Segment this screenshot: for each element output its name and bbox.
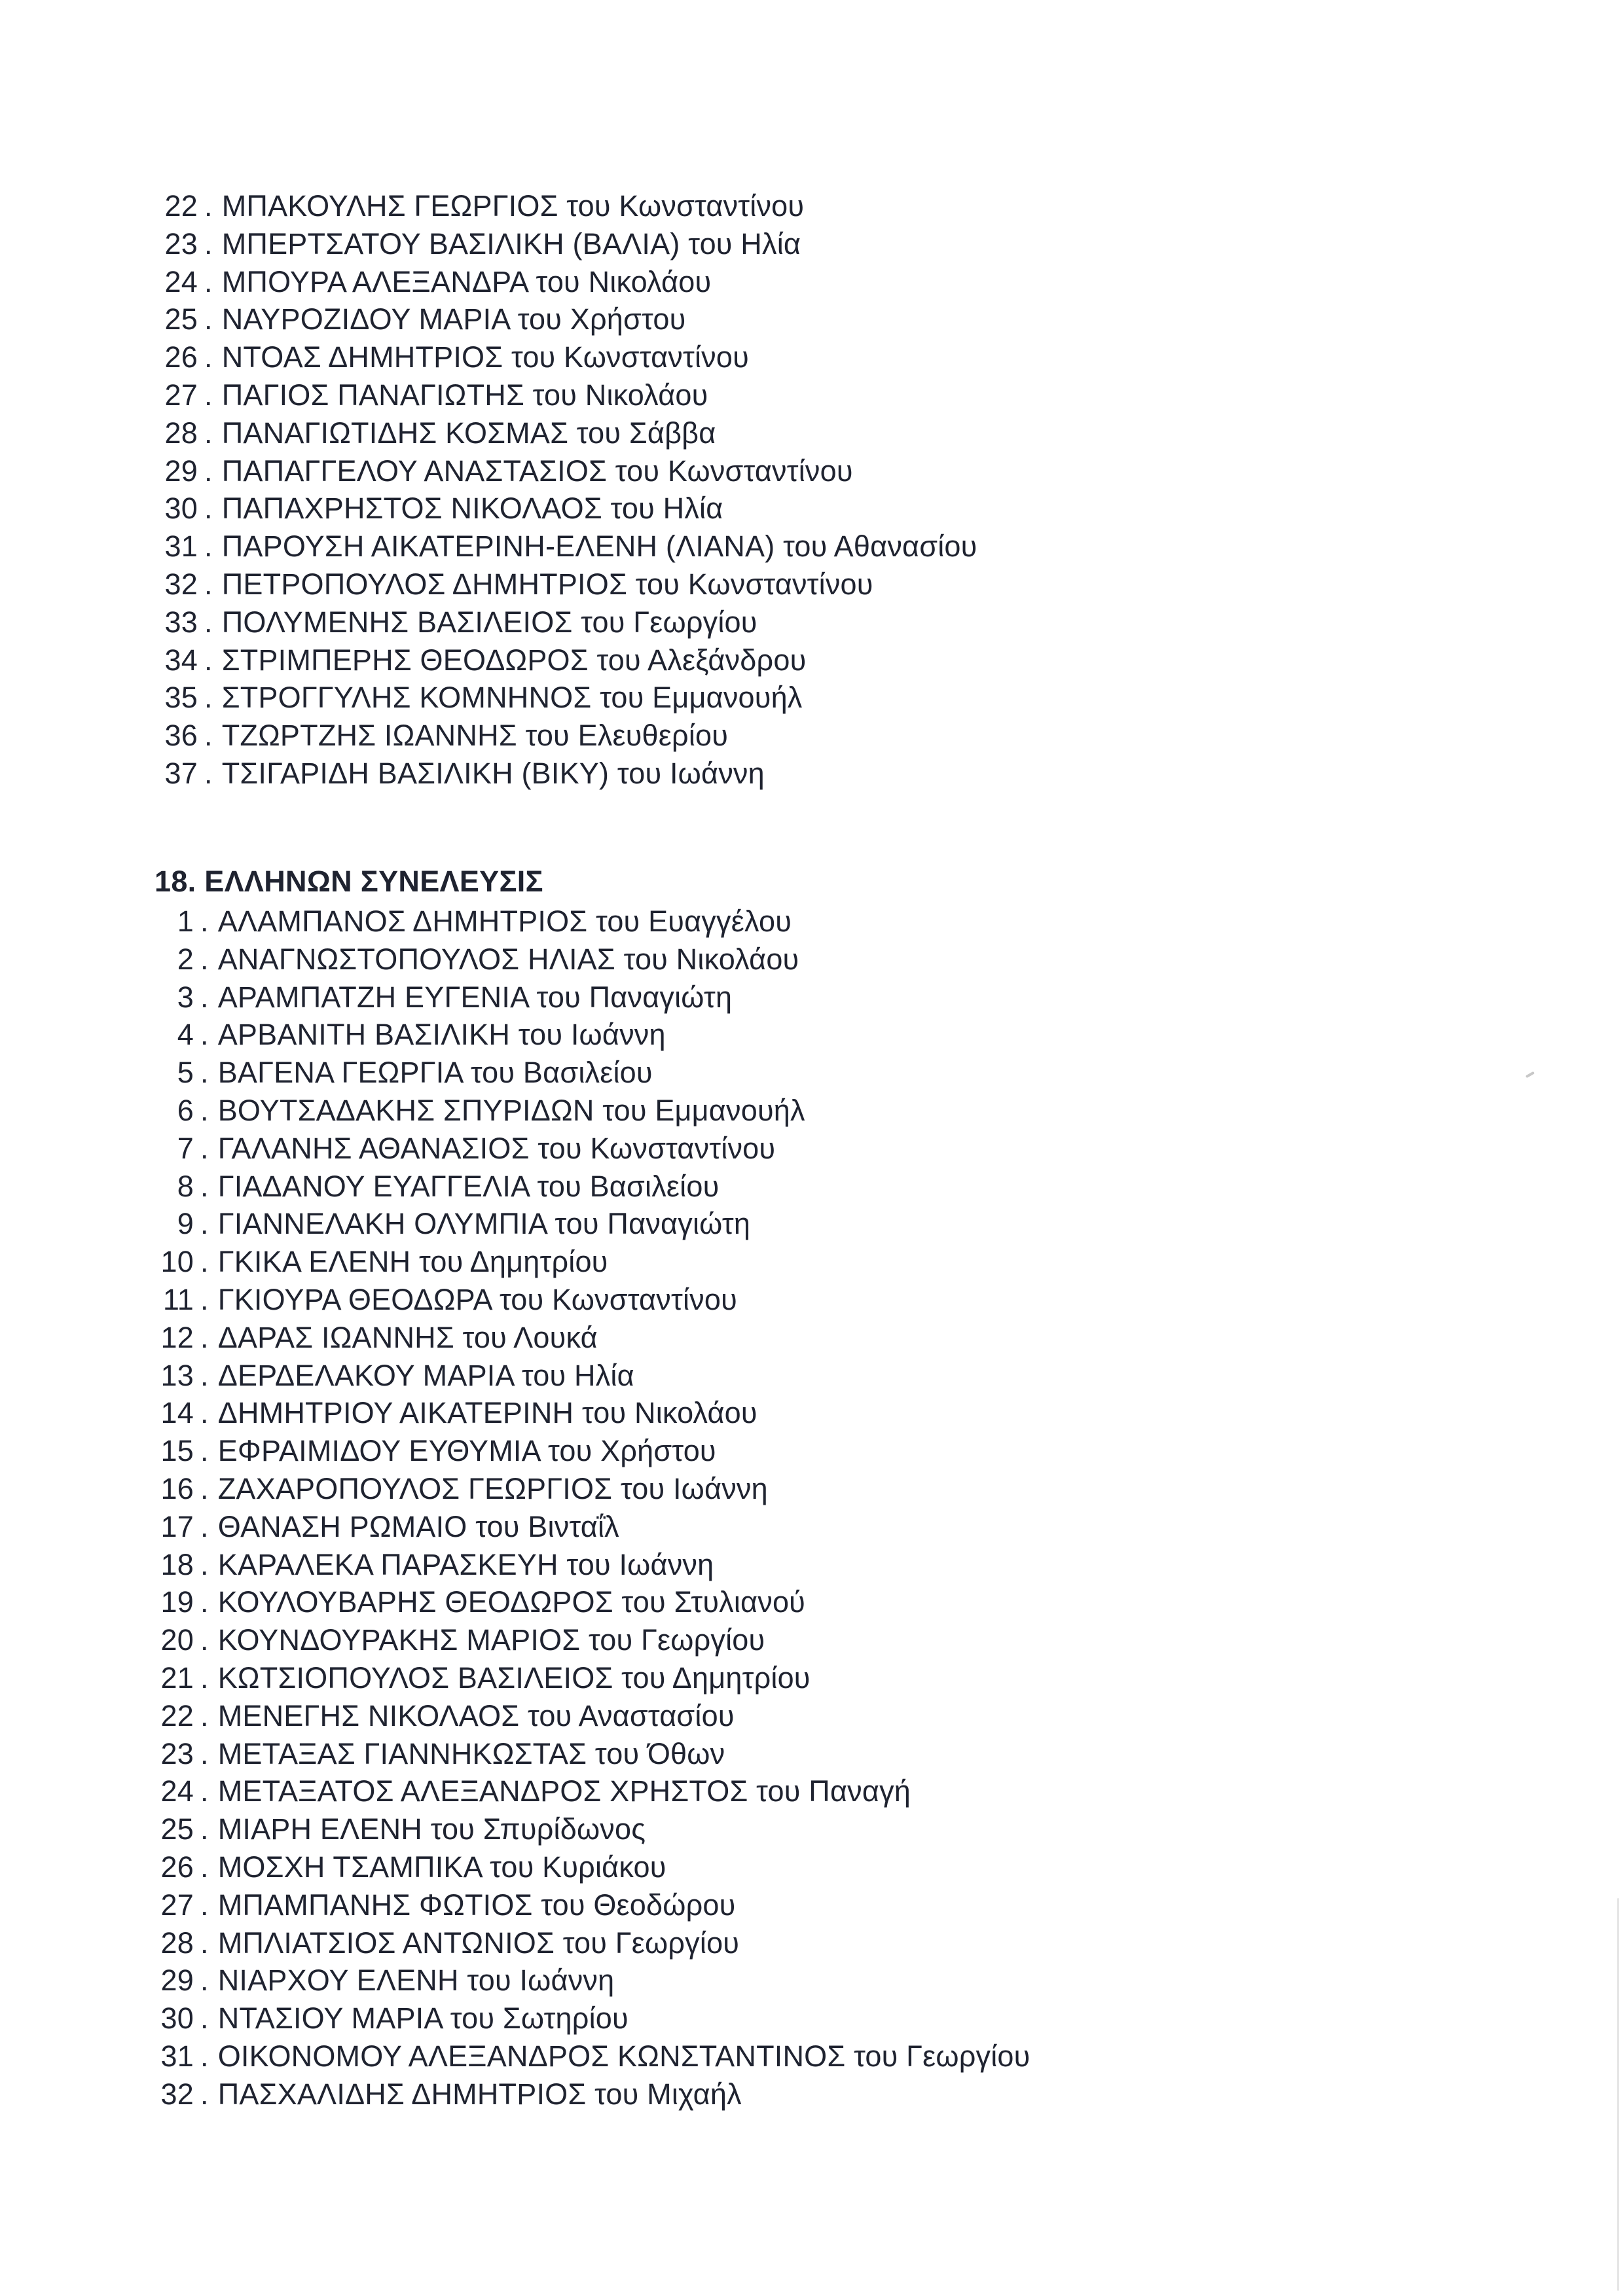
entry-name: ΜΠΟΥΡΑ ΑΛΕΞΑΝΔΡΑ του Νικολάου <box>221 264 712 298</box>
entry-separator: . <box>200 1169 209 1203</box>
entry-separator: . <box>200 1698 209 1732</box>
list-item <box>152 1054 1030 1092</box>
entry-number: 22 <box>160 1698 194 1732</box>
section-heading: 18. ΕΛΛΗΝΩΝ ΣΥΝΕΛΕΥΣΙΣ <box>155 865 543 898</box>
entry-name: ΖΑΧΑΡΟΠΟΥΛΟΣ ΓΕΩΡΓΙΟΣ του Ιωάννη <box>217 1471 768 1505</box>
entry-name: ΠΑΠΑΓΓΕΛΟΥ ΑΝΑΣΤΑΣΙΟΣ του Κωνσταντίνου <box>221 454 853 488</box>
entry-name: ΚΩΤΣΙΟΠΟΥΛΟΣ ΒΑΣΙΛΕΙΟΣ του Δημητρίου <box>217 1660 811 1695</box>
entry-separator: . <box>200 1358 209 1392</box>
entry-separator: . <box>200 1471 209 1505</box>
entry-number: 29 <box>164 454 198 488</box>
entry-name: ΑΡΒΑΝΙΤΗ ΒΑΣΙΛΙΚΗ του Ιωάννη <box>217 1018 666 1052</box>
entry-number: 17 <box>160 1509 194 1543</box>
entry-separator: . <box>200 1850 209 1884</box>
list-item <box>152 263 977 301</box>
entry-name: ΓΙΑΝΝΕΛΑΚΗ ΟΛΥΜΠΙΑ του Παναγιώτη <box>217 1207 751 1241</box>
list-item <box>152 941 1030 978</box>
entry-separator: . <box>204 756 213 790</box>
entry-number: 16 <box>160 1471 194 1505</box>
entry-number: 31 <box>160 2039 194 2073</box>
entry-separator: . <box>204 378 213 412</box>
entry-name: ΜΠΛΙΑΤΣΙΟΣ ΑΝΤΩΝΙΟΣ του Γεωργίου <box>217 1926 740 1960</box>
entry-name: ΕΦΡΑΙΜΙΔΟΥ ΕΥΘΥΜΙΑ του Χρήστου <box>217 1434 716 1468</box>
entry-name: ΜΠΑΚΟΥΛΗΣ ΓΕΩΡΓΙΟΣ του Κωνσταντίνου <box>221 189 805 223</box>
list-item <box>152 300 977 338</box>
list-item <box>152 376 977 414</box>
entry-separator: . <box>204 492 213 526</box>
list-item <box>152 338 977 376</box>
entry-name: ΠΑΝΑΓΙΩΤΙΔΗΣ ΚΟΣΜΑΣ του Σάββα <box>221 416 716 450</box>
entry-name: ΑΡΑΜΠΑΤΖΗ ΕΥΓΕΝΙΑ του Παναγιώτη <box>217 980 733 1014</box>
list-item <box>152 490 977 528</box>
entry-name: ΒΟΥΤΣΑΔΑΚΗΣ ΣΠΥΡΙΔΩΝ του Εμμανουήλ <box>217 1093 805 1127</box>
list-item <box>152 903 1030 941</box>
list-item <box>152 603 977 641</box>
entry-name: ΜΟΣΧΗ ΤΣΑΜΠΙΚΑ του Κυριάκου <box>217 1850 666 1884</box>
entry-number: 14 <box>160 1396 194 1430</box>
list-item <box>152 1357 1030 1395</box>
list-item <box>152 1697 1030 1735</box>
entry-name: ΜΕΤΑΞΑΤΟΣ ΑΛΕΞΑΝΔΡΟΣ ΧΡΗΣΤΟΣ του Παναγή <box>217 1774 911 1808</box>
entry-number: 23 <box>160 1736 194 1770</box>
list-item <box>152 717 977 755</box>
entry-separator: . <box>200 1056 209 1090</box>
entry-separator: . <box>204 719 213 753</box>
entry-number: 6 <box>177 1093 194 1127</box>
entry-separator: . <box>204 264 213 298</box>
list-item <box>152 1659 1030 1697</box>
entry-separator: . <box>204 454 213 488</box>
entry-number: 24 <box>164 264 198 298</box>
entry-number: 20 <box>160 1623 194 1657</box>
entry-number: 23 <box>164 226 198 260</box>
list-item <box>152 2075 1030 2113</box>
entry-separator: . <box>200 1888 209 1922</box>
entry-separator: . <box>200 942 209 976</box>
entry-separator: . <box>200 1396 209 1430</box>
list-item <box>152 1848 1030 1886</box>
entry-separator: . <box>200 1660 209 1695</box>
entry-number: 31 <box>164 529 198 564</box>
entry-name: ΝΤΑΣΙΟΥ ΜΑΡΙΑ του Σωτηρίου <box>217 2001 629 2036</box>
list-item <box>152 1621 1030 1659</box>
entry-number: 27 <box>164 378 198 412</box>
entry-name: ΠΟΛΥΜΕΝΗΣ ΒΑΣΙΛΕΙΟΣ του Γεωργίου <box>221 605 757 639</box>
list-item <box>152 1508 1030 1546</box>
entry-number: 32 <box>160 2077 194 2111</box>
list-item <box>152 1924 1030 1962</box>
entry-name: ΓΚΙΚΑ ΕΛΕΝΗ του Δημητρίου <box>217 1245 608 1279</box>
entry-separator: . <box>200 1964 209 1998</box>
entry-name: ΚΟΥΛΟΥΒΑΡΗΣ ΘΕΟΔΩΡΟΣ του Στυλιανού <box>217 1585 805 1619</box>
entry-name: ΚΑΡΑΛΕΚΑ ΠΑΡΑΣΚΕΥΗ του Ιωάννη <box>217 1547 714 1581</box>
list-item <box>152 1432 1030 1470</box>
entry-number: 32 <box>164 567 198 601</box>
list-item <box>152 1772 1030 1810</box>
list-item <box>152 1962 1030 2000</box>
list-item <box>152 1735 1030 1773</box>
list-item <box>152 641 977 679</box>
entry-name: ΣΤΡΙΜΠΕΡΗΣ ΘΕΟΔΩΡΟΣ του Αλεξάνδρου <box>221 643 807 677</box>
entry-name: ΣΤΡΟΓΓΥΛΗΣ ΚΟΜΝΗΝΟΣ του Εμμανουήλ <box>221 681 803 715</box>
entry-separator: . <box>200 1926 209 1960</box>
list-item <box>152 452 977 490</box>
scan-speck <box>1525 1071 1535 1078</box>
entry-name: ΒΑΓΕΝΑ ΓΕΩΡΓΙΑ του Βασιλείου <box>217 1056 653 1090</box>
list-item <box>152 528 977 565</box>
list-item <box>152 755 977 793</box>
entry-name: ΚΟΥΝΔΟΥΡΑΚΗΣ ΜΑΡΙΟΣ του Γεωργίου <box>217 1623 765 1657</box>
entry-separator: . <box>200 1131 209 1165</box>
list-item <box>152 414 977 452</box>
entry-name: ΓΙΑΔΑΝΟΥ ΕΥΑΓΓΕΛΙΑ του Βασιλείου <box>217 1169 720 1203</box>
entry-separator: . <box>200 980 209 1014</box>
entry-number: 8 <box>177 1169 194 1203</box>
entry-separator: . <box>200 1093 209 1127</box>
entry-separator: . <box>204 340 213 374</box>
entry-name: ΜΠΕΡΤΣΑΤΟΥ ΒΑΣΙΛΙΚΗ (ΒΑΛΙΑ) του Ηλία <box>221 226 801 260</box>
list-item <box>152 225 977 263</box>
entry-number: 33 <box>164 605 198 639</box>
entry-name: ΜΙΑΡΗ ΕΛΕΝΗ του Σπυρίδωνος <box>217 1812 646 1846</box>
entry-number: 37 <box>164 756 198 790</box>
entry-name: ΠΑΡΟΥΣΗ ΑΙΚΑΤΕΡΙΝΗ-ΕΛΕΝΗ (ΛΙΑΝΑ) του Αθανασίου <box>221 529 977 564</box>
entry-number: 7 <box>177 1131 194 1165</box>
entry-name: ΠΑΣΧΑΛΙΔΗΣ ΔΗΜΗΤΡΙΟΣ του Μιχαήλ <box>217 2077 742 2111</box>
list-item <box>152 2000 1030 2037</box>
list-item <box>152 1583 1030 1621</box>
entry-number: 24 <box>160 1774 194 1808</box>
entry-number: 29 <box>160 1964 194 1998</box>
entry-number: 28 <box>164 416 198 450</box>
list-item <box>152 978 1030 1016</box>
entry-separator: . <box>200 1320 209 1354</box>
entry-number: 18 <box>160 1547 194 1581</box>
entry-separator: . <box>200 1623 209 1657</box>
list-item <box>152 1281 1030 1319</box>
entry-separator: . <box>200 1585 209 1619</box>
entry-number: 10 <box>160 1245 194 1279</box>
entry-separator: . <box>204 302 213 336</box>
entry-separator: . <box>200 1736 209 1770</box>
entry-number: 26 <box>160 1850 194 1884</box>
entry-separator: . <box>200 2077 209 2111</box>
list-item <box>152 187 977 225</box>
entry-number: 5 <box>177 1056 194 1090</box>
list-item <box>152 1319 1030 1357</box>
entry-separator: . <box>200 1774 209 1808</box>
list-item <box>152 1016 1030 1054</box>
entry-number: 11 <box>162 1282 194 1316</box>
entry-separator: . <box>200 1547 209 1581</box>
entry-name: ΜΕΤΑΞΑΣ ΓΙΑΝΝΗΚΩΣΤΑΣ του Όθων <box>217 1736 725 1770</box>
list-item <box>152 1130 1030 1168</box>
entry-number: 30 <box>164 492 198 526</box>
entry-number: 22 <box>164 189 198 223</box>
list-item <box>152 1092 1030 1130</box>
entry-separator: . <box>200 1434 209 1468</box>
entry-separator: . <box>204 529 213 564</box>
entry-number: 4 <box>177 1018 194 1052</box>
entry-number: 26 <box>164 340 198 374</box>
entry-separator: . <box>204 605 213 639</box>
entry-name: ΓΚΙΟΥΡΑ ΘΕΟΔΩΡΑ του Κωνσταντίνου <box>217 1282 737 1316</box>
entry-name: ΔΑΡΑΣ ΙΩΑΝΝΗΣ του Λουκά <box>217 1320 598 1354</box>
entry-separator: . <box>200 1207 209 1241</box>
list-item <box>152 1394 1030 1432</box>
entry-separator: . <box>200 1812 209 1846</box>
entry-number: 30 <box>160 2001 194 2036</box>
entry-number: 35 <box>164 681 198 715</box>
entry-separator: . <box>200 1018 209 1052</box>
entry-name: ΝΑΥΡΟΖΙΔΟΥ ΜΑΡΙΑ του Χρήστου <box>221 302 686 336</box>
list-item <box>152 1205 1030 1243</box>
entry-separator: . <box>200 1282 209 1316</box>
entry-name: ΔΗΜΗΤΡΙΟΥ ΑΙΚΑΤΕΡΙΝΗ του Νικολάου <box>217 1396 757 1430</box>
list-item <box>152 565 977 603</box>
list-item <box>152 1243 1030 1281</box>
entry-name: ΠΕΤΡΟΠΟΥΛΟΣ ΔΗΜΗΤΡΙΟΣ του Κωνσταντίνου <box>221 567 873 601</box>
entry-separator: . <box>200 1245 209 1279</box>
scan-edge-shadow <box>1617 1898 1619 2291</box>
entry-name: ΝΤΟΑΣ ΔΗΜΗΤΡΙΟΣ του Κωνσταντίνου <box>221 340 749 374</box>
entry-name: ΘΑΝΑΣΗ ΡΩΜΑΙΟ του Βινταΐλ <box>217 1509 619 1543</box>
entry-number: 2 <box>177 942 194 976</box>
entry-number: 15 <box>160 1434 194 1468</box>
entry-separator: . <box>204 567 213 601</box>
entry-number: 21 <box>160 1660 194 1695</box>
entry-number: 1 <box>177 905 194 938</box>
entry-name: ΤΖΩΡΤΖΗΣ ΙΩΑΝΝΗΣ του Ελευθερίου <box>221 719 729 753</box>
entry-separator: . <box>204 681 213 715</box>
entry-name: ΠΑΠΑΧΡΗΣΤΟΣ ΝΙΚΟΛΑΟΣ του Ηλία <box>221 492 723 526</box>
entry-name: ΤΣΙΓΑΡΙΔΗ ΒΑΣΙΛΙΚΗ (ΒΙΚΥ) του Ιωάννη <box>221 756 765 790</box>
entry-number: 27 <box>160 1888 194 1922</box>
entry-separator: . <box>200 905 209 938</box>
entry-name: ΑΛΑΜΠΑΝΟΣ ΔΗΜΗΤΡΙΟΣ του Ευαγγέλου <box>217 905 792 938</box>
list-item <box>152 679 977 717</box>
entry-number: 12 <box>160 1320 194 1354</box>
entry-name: ΟΙΚΟΝΟΜΟΥ ΑΛΕΞΑΝΔΡΟΣ ΚΩΝΣΤΑΝΤΙΝΟΣ του Γεωργίου <box>217 2039 1030 2073</box>
list-item <box>152 1470 1030 1508</box>
entry-name: ΜΠΑΜΠΑΝΗΣ ΦΩΤΙΟΣ του Θεοδώρου <box>217 1888 736 1922</box>
entry-number: 9 <box>177 1207 194 1241</box>
entry-separator: . <box>204 226 213 260</box>
entry-number: 28 <box>160 1926 194 1960</box>
entry-name: ΔΕΡΔΕΛΑΚΟΥ ΜΑΡΙΑ του Ηλία <box>217 1358 634 1392</box>
entry-separator: . <box>204 416 213 450</box>
list-item <box>152 2037 1030 2075</box>
candidate-list-section-18 <box>152 903 1030 2113</box>
entry-name: ΝΙΑΡΧΟΥ ΕΛΕΝΗ του Ιωάννη <box>217 1964 615 1998</box>
entry-name: ΓΑΛΑΝΗΣ ΑΘΑΝΑΣΙΟΣ του Κωνσταντίνου <box>217 1131 776 1165</box>
list-item <box>152 1810 1030 1848</box>
entry-separator: . <box>200 1509 209 1543</box>
list-item <box>152 1546 1030 1584</box>
entry-name: ΑΝΑΓΝΩΣΤΟΠΟΥΛΟΣ ΗΛΙΑΣ του Νικολάου <box>217 942 799 976</box>
entry-separator: . <box>200 2001 209 2036</box>
list-item <box>152 1168 1030 1206</box>
list-item <box>152 1886 1030 1924</box>
entry-name: ΠΑΓΙΟΣ ΠΑΝΑΓΙΩΤΗΣ του Νικολάου <box>221 378 708 412</box>
entry-number: 25 <box>160 1812 194 1846</box>
entry-name: ΜΕΝΕΓΗΣ ΝΙΚΟΛΑΟΣ του Αναστασίου <box>217 1698 735 1732</box>
entry-separator: . <box>200 2039 209 2073</box>
entry-number: 36 <box>164 719 198 753</box>
entry-separator: . <box>204 643 213 677</box>
candidate-list-continued <box>152 187 977 793</box>
entry-number: 25 <box>164 302 198 336</box>
entry-number: 3 <box>177 980 194 1014</box>
entry-number: 34 <box>164 643 198 677</box>
entry-number: 13 <box>160 1358 194 1392</box>
entry-separator: . <box>204 189 213 223</box>
entry-number: 19 <box>160 1585 194 1619</box>
